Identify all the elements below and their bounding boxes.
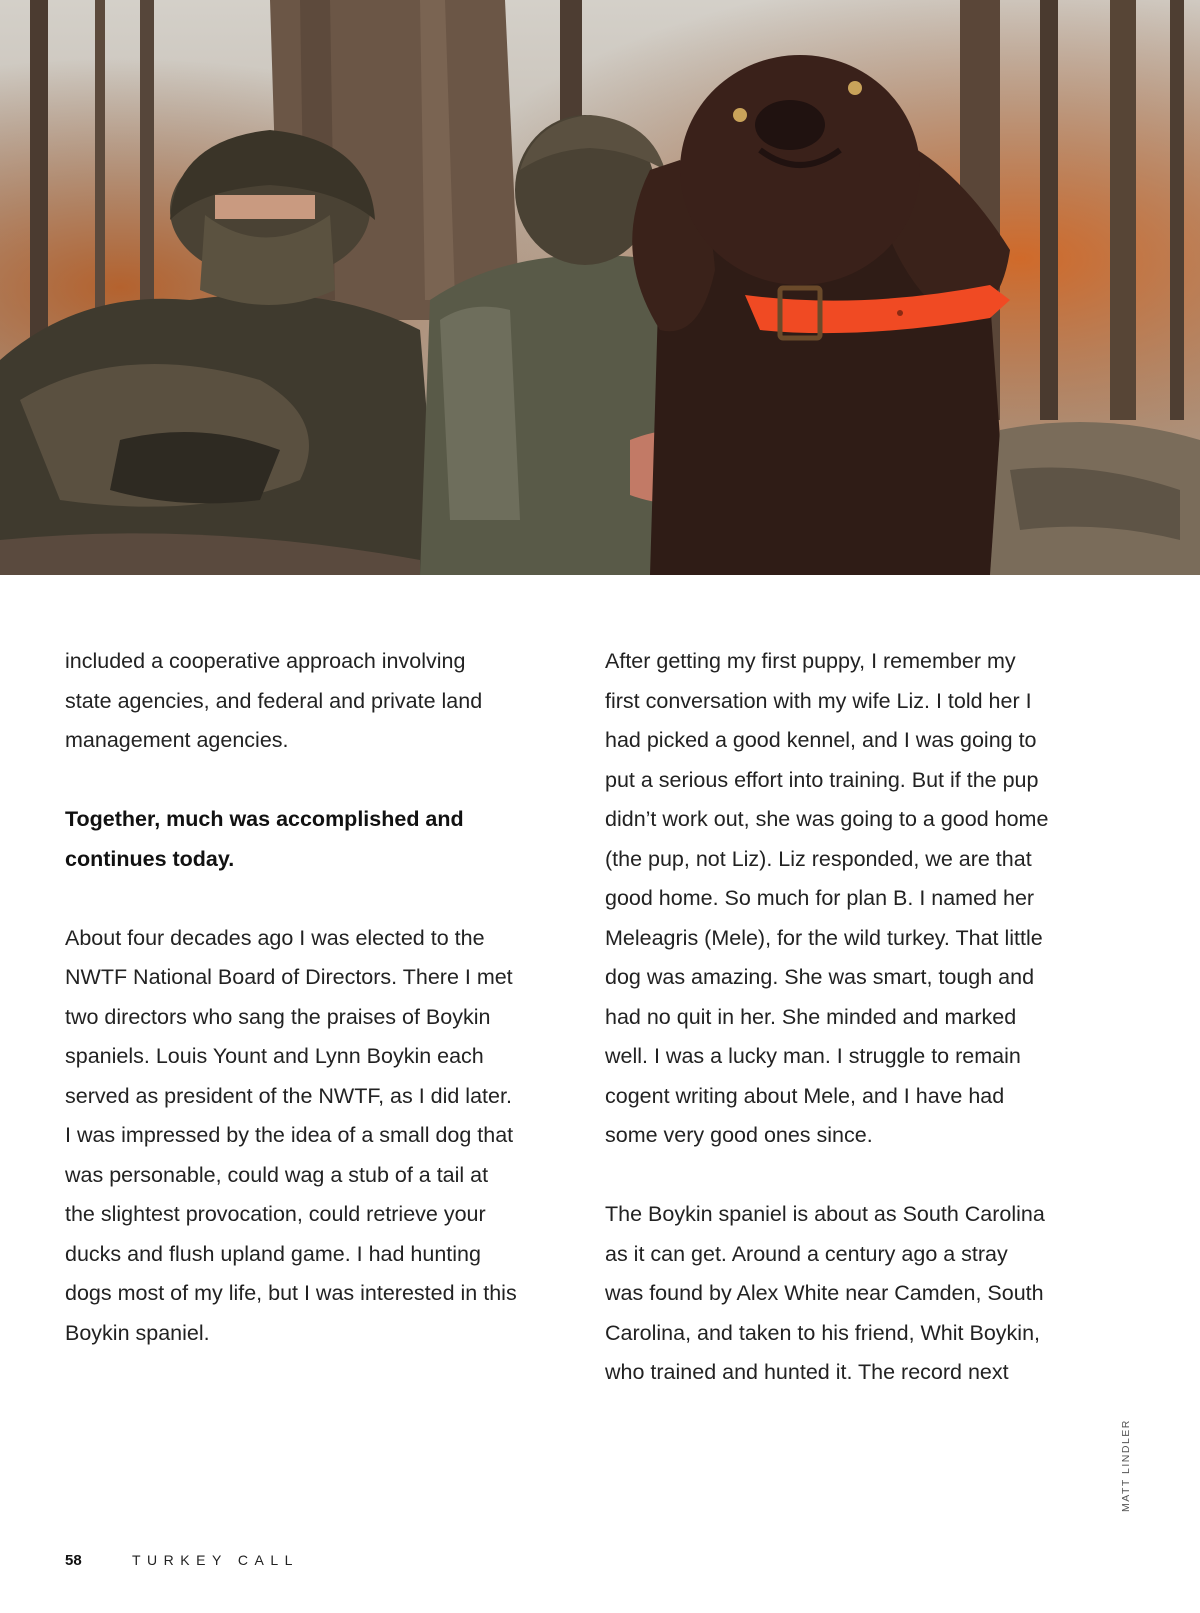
hero-photo [0, 0, 1200, 575]
body-paragraph: included a cooperative approach involving state agencies, and federal and private land management agencies. [65, 649, 483, 752]
pull-quote-paragraph: Together, much was accomplished and continues today. [65, 807, 464, 871]
left-column [65, 642, 565, 1393]
page-number: 58 [65, 1552, 82, 1569]
magazine-name: TURKEY CALL [132, 1552, 299, 1568]
hunters-and-spaniel-illustration [0, 0, 1200, 575]
photo-credit: MATT LINDLER [1120, 1419, 1132, 1512]
body-paragraph: After getting my first puppy, I remember my first conversation with my wife Liz. I told her I had picked a good kennel, and I was going to put a serious effort into training. But if the pup didn’t work out, she was going to a good home (the pup, not Liz). Liz responded, we are that good home. So much for plan B. I named her Meleagris (Mele), for the wild turkey. That little dog was amazing. She was smart, tough and had no quit in her. She minded and marked well. I was a lucky man. I struggle to remain cogent writing about Mele, and I have had some very good ones since. [605, 649, 1049, 1147]
body-paragraph: About four decades ago I was elected to the NWTF National Board of Directors. There I met two directors who sang the praises of Boykin spaniels. Louis Yount and Lynn Boykin each served as president of the NWTF, as I did later. I was impressed by the idea of a small dog that was personable, could wag a stub of a tail at the slightest provocation, could retrieve your ducks and flush upland game. I had hunting dogs most of my life, but I was interested in this Boykin spaniel. [65, 925, 517, 1345]
right-column [605, 642, 1105, 1432]
body-paragraph: The Boykin spaniel is about as South Carolina as it can get. Around a century ago a stray was found by Alex White near Camden, South Carolina, and taken to his friend, Whit Boykin, who trained and hunted it. The record next [605, 1202, 1045, 1384]
